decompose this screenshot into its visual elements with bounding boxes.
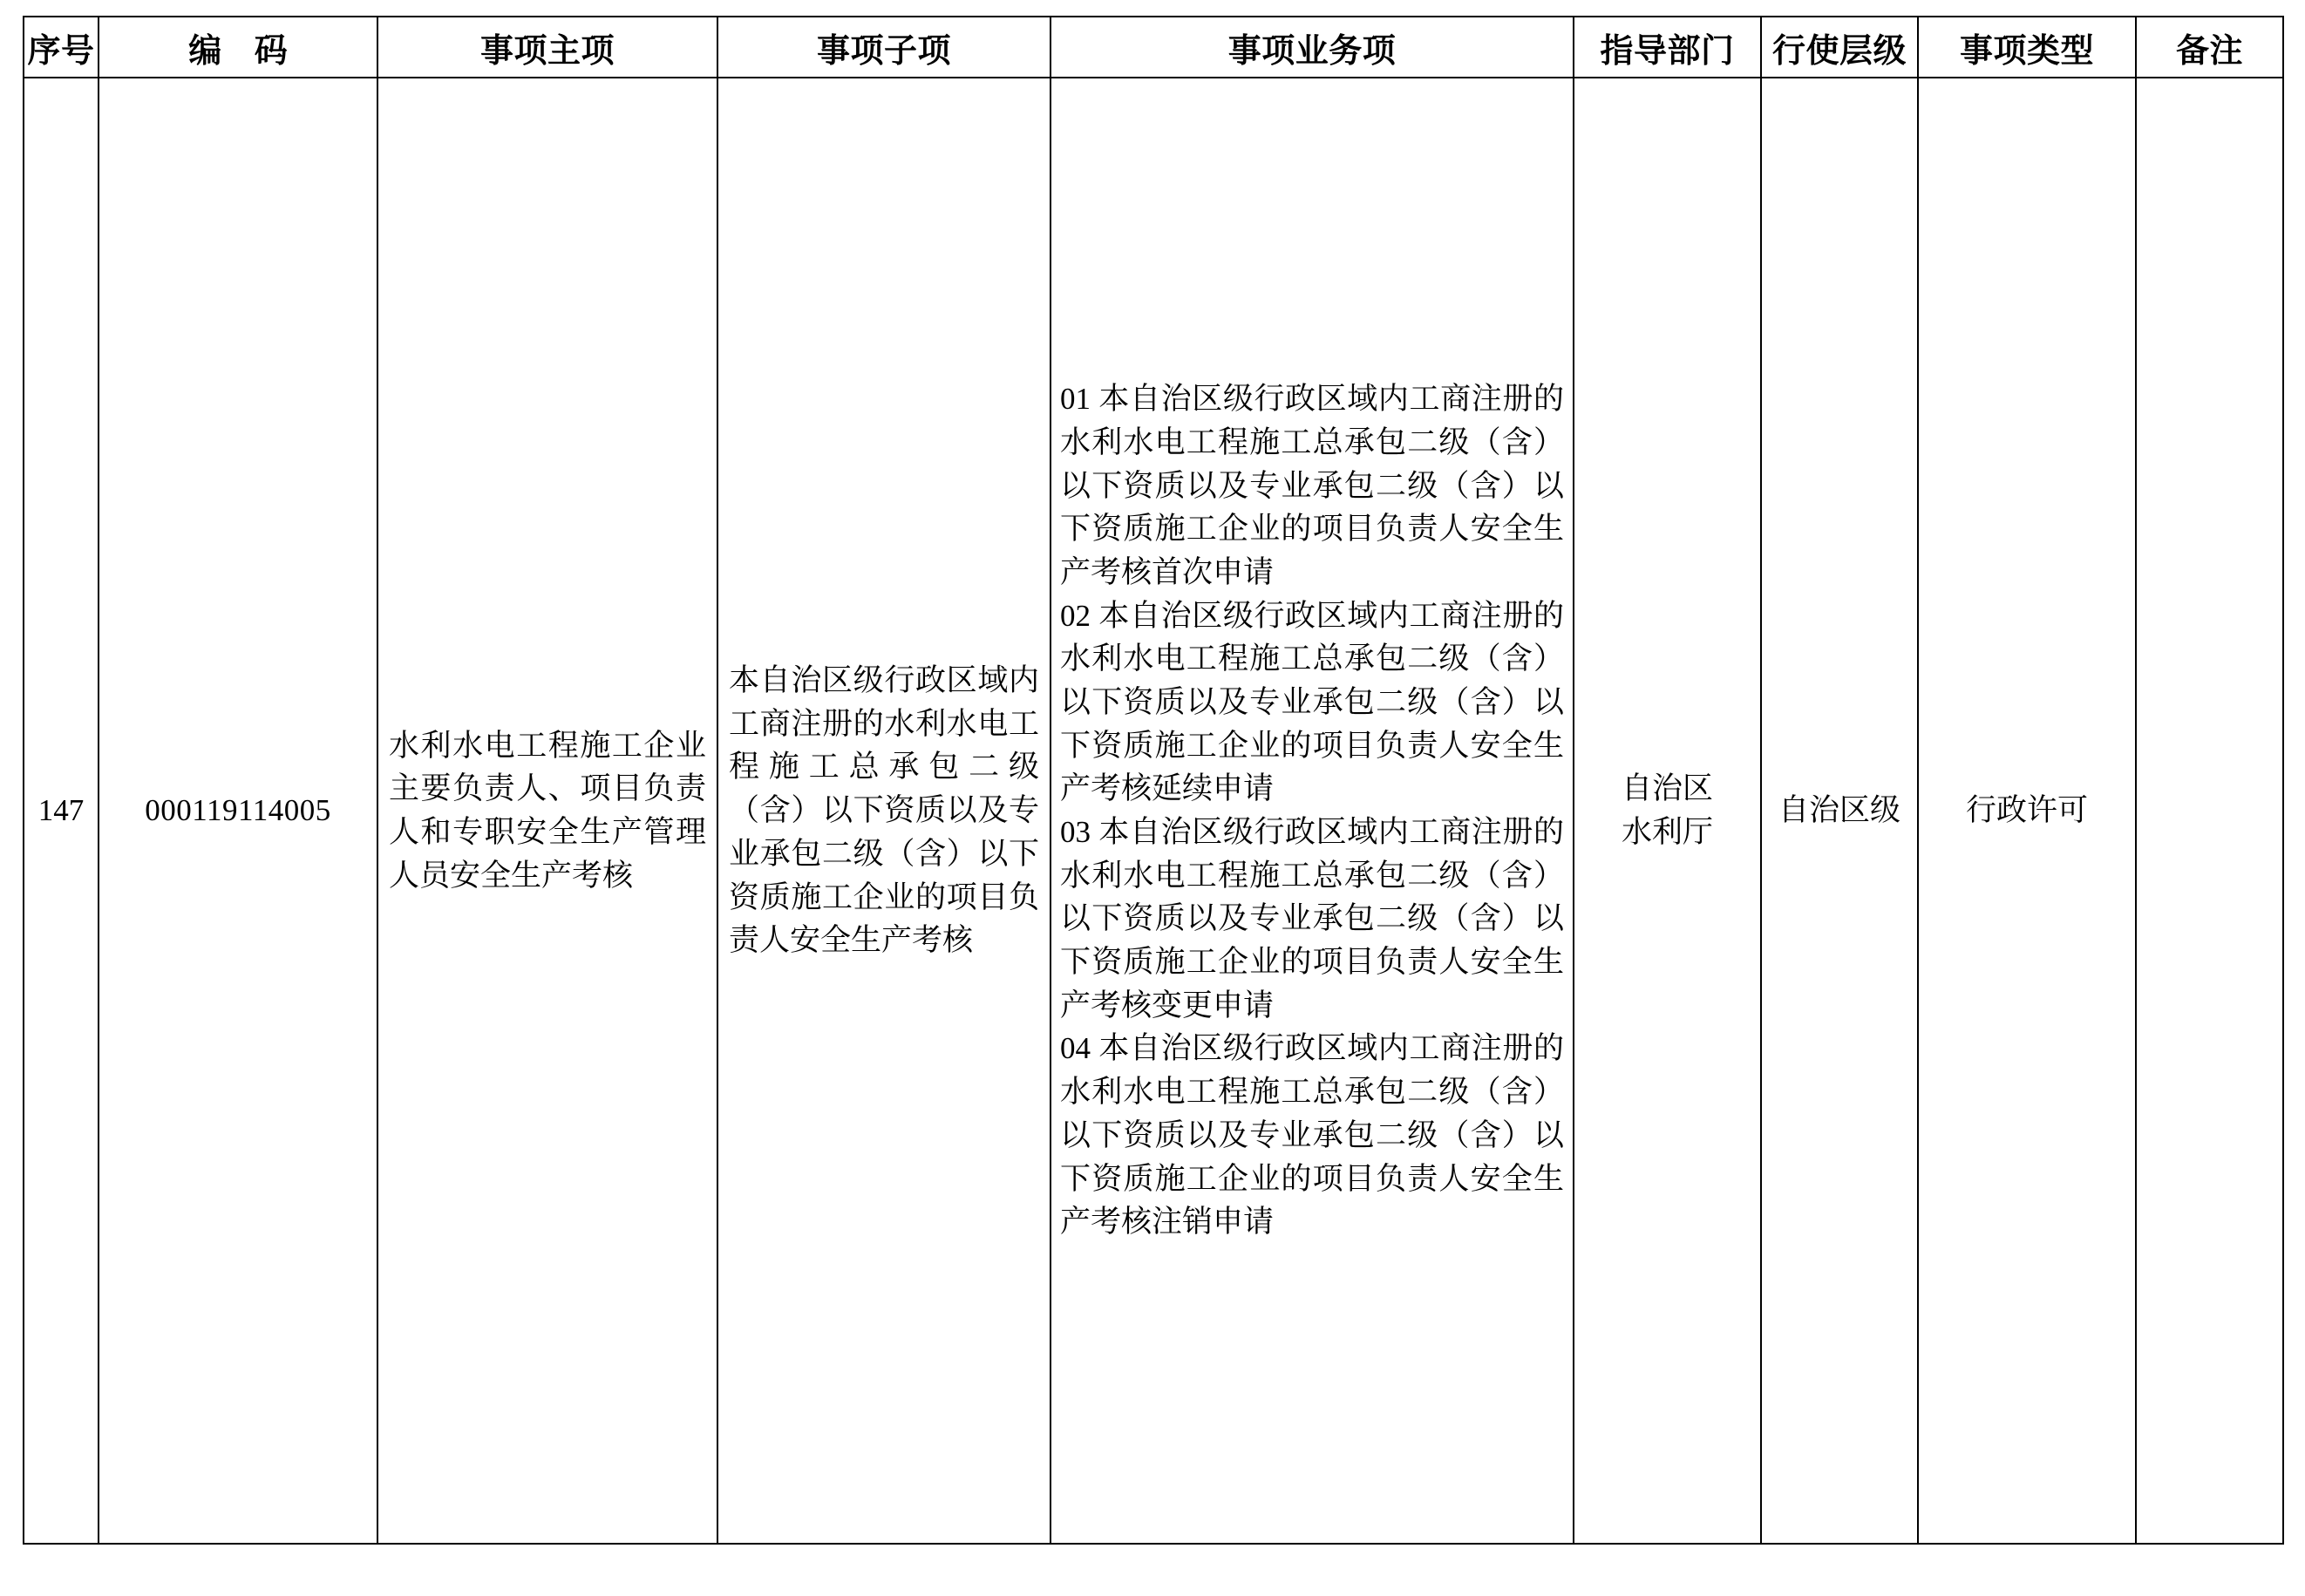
column-header-exercise-level: 行使层级 [1761, 17, 1918, 78]
business-item-04: 04 本自治区级行政区域内工商注册的水利水电工程施工总承包二级（含）以下资质以及专业承包二级（含）以下资质施工企业的项目负责人安全生产考核注销申请 [1060, 1031, 1564, 1239]
column-header-item-type: 事项类型 [1918, 17, 2136, 78]
column-header-remarks: 备注 [2136, 17, 2283, 78]
cell-item-type: 行政许可 [1918, 78, 2136, 1544]
column-header-business-item: 事项业务项 [1051, 17, 1574, 78]
table-body [24, 78, 2283, 1544]
cell-exercise-level: 自治区级 [1761, 78, 1918, 1544]
column-header-main-item: 事项主项 [377, 17, 717, 78]
cell-remarks [2136, 78, 2283, 1544]
main-item-text: 水利水电工程施工企业主要负责人、项目负责人和专职安全生产管理人员安全生产考核 [389, 728, 706, 893]
cell-business-items [1051, 78, 1574, 1544]
business-item-01: 01 本自治区级行政区域内工商注册的水利水电工程施工总承包二级（含）以下资质以及专业承包二级（含）以下资质施工企业的项目负责人安全生产考核首次申请 [1060, 382, 1564, 589]
sub-item-text: 本自治区级行政区域内工商注册的水利水电工程施工总承包二级（含）以下资质以及专业承包二级（含）以下资质施工企业的项目负责人安全生产考核 [729, 663, 1039, 958]
department-line-2: 水利厅 [1621, 815, 1713, 849]
column-header-code: 编 码 [99, 17, 377, 78]
cell-code: 000119114005 [99, 78, 377, 1544]
department-line-1: 自治区 [1621, 771, 1713, 806]
cell-sequence: 147 [24, 78, 99, 1544]
cell-guiding-department [1574, 78, 1761, 1544]
column-header-sequence: 序号 [24, 17, 99, 78]
table-header [24, 17, 2283, 78]
table-header-row [24, 17, 2283, 78]
column-header-guiding-department: 指导部门 [1574, 17, 1761, 78]
administrative-items-table [23, 16, 2284, 1545]
table-row [24, 78, 2283, 1544]
business-item-02: 02 本自治区级行政区域内工商注册的水利水电工程施工总承包二级（含）以下资质以及专业承包二级（含）以下资质施工企业的项目负责人安全生产考核延续申请 [1060, 598, 1564, 806]
cell-sub-item [717, 78, 1051, 1544]
column-header-sub-item: 事项子项 [717, 17, 1051, 78]
cell-main-item [377, 78, 717, 1544]
business-item-03: 03 本自治区级行政区域内工商注册的水利水电工程施工总承包二级（含）以下资质以及专业承包二级（含）以下资质施工企业的项目负责人安全生产考核变更申请 [1060, 815, 1564, 1022]
